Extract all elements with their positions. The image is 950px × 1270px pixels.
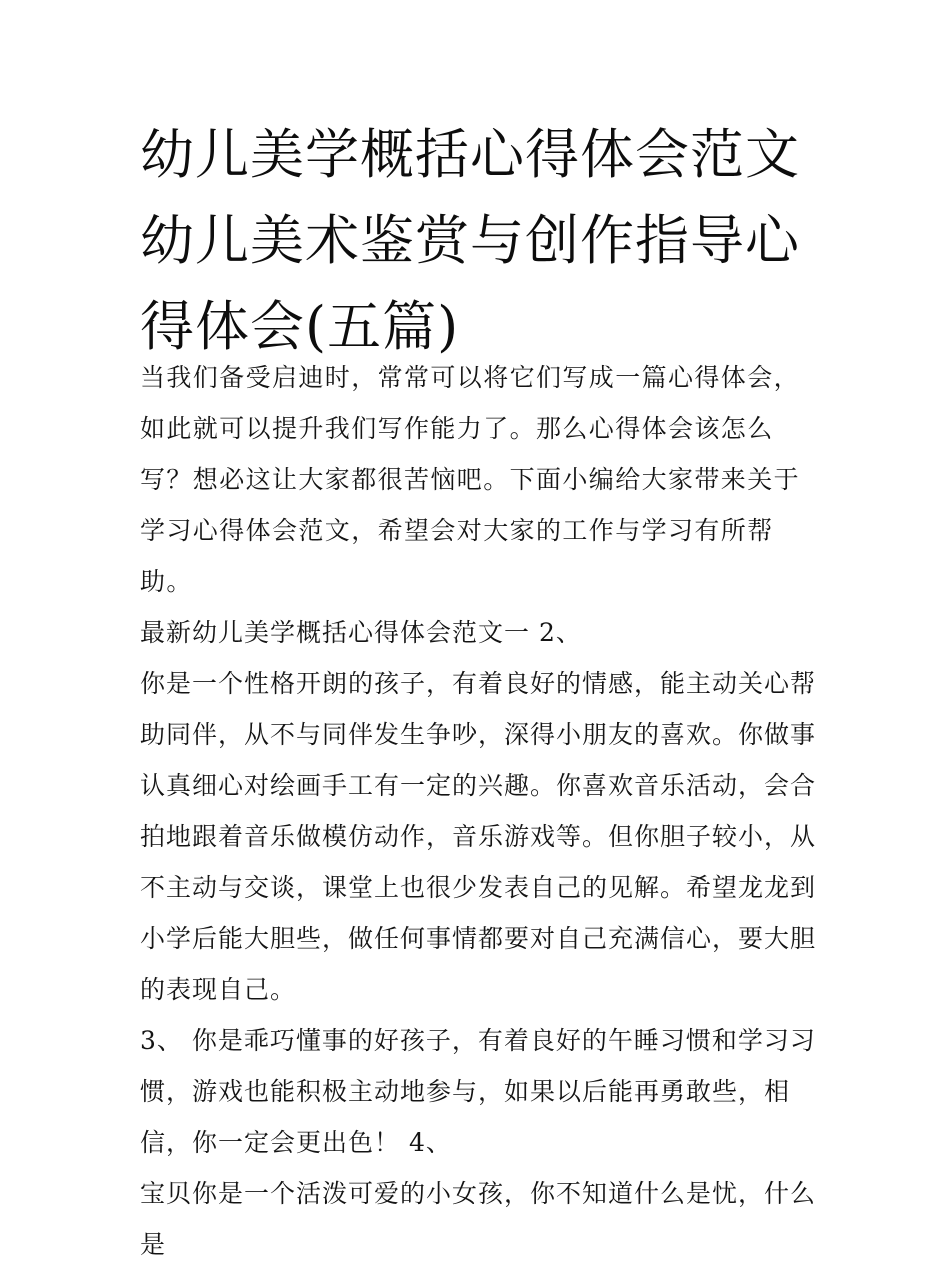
document-body [140,352,820,1270]
intro-paragraph: 当我们备受启迪时，常常可以将它们写成一篇心得体会，如此就可以提升我们写作能力了。那么心得体会该怎么写？想必这让大家都很苦恼吧。下面小编给大家带来关于学习心得体会范文，希望会对大家的工作与学习有所帮助。 [140,363,801,596]
comment-paragraph-3: 3、 你是乖巧懂事的好孩子，有着良好的午睡习惯和学习习惯，游戏也能积极主动地参与，如果以后能再勇敢些，相信，你一定会更出色！ 4、 [140,1026,816,1157]
comment-paragraph-2: 你是一个性格开朗的孩子，有着良好的情感，能主动关心帮助同伴，从不与同伴发生争吵，深得小朋友的喜欢。你做事认真细心对绘画手工有一定的兴趣。你喜欢音乐活动，会合拍地跟着音乐做模仿动作，音乐游戏等。但你胆子较小，从不主动与交谈，课堂上也很少发表自己的见解。希望龙龙到小学后能大胆些，做任何事情都要对自己充满信心，要大胆的表现自己。 [140,669,817,1004]
comment-paragraph-5: 宝贝你是一个活泼可爱的小女孩，你不知道什么是忧，什么是 [140,1179,817,1259]
document-title: 幼儿美学概括心得体会范文 幼儿美术鉴赏与创作指导心得体会(五篇) [140,123,800,358]
section-heading: 最新幼儿美学概括心得体会范文一 2、 [140,618,582,647]
